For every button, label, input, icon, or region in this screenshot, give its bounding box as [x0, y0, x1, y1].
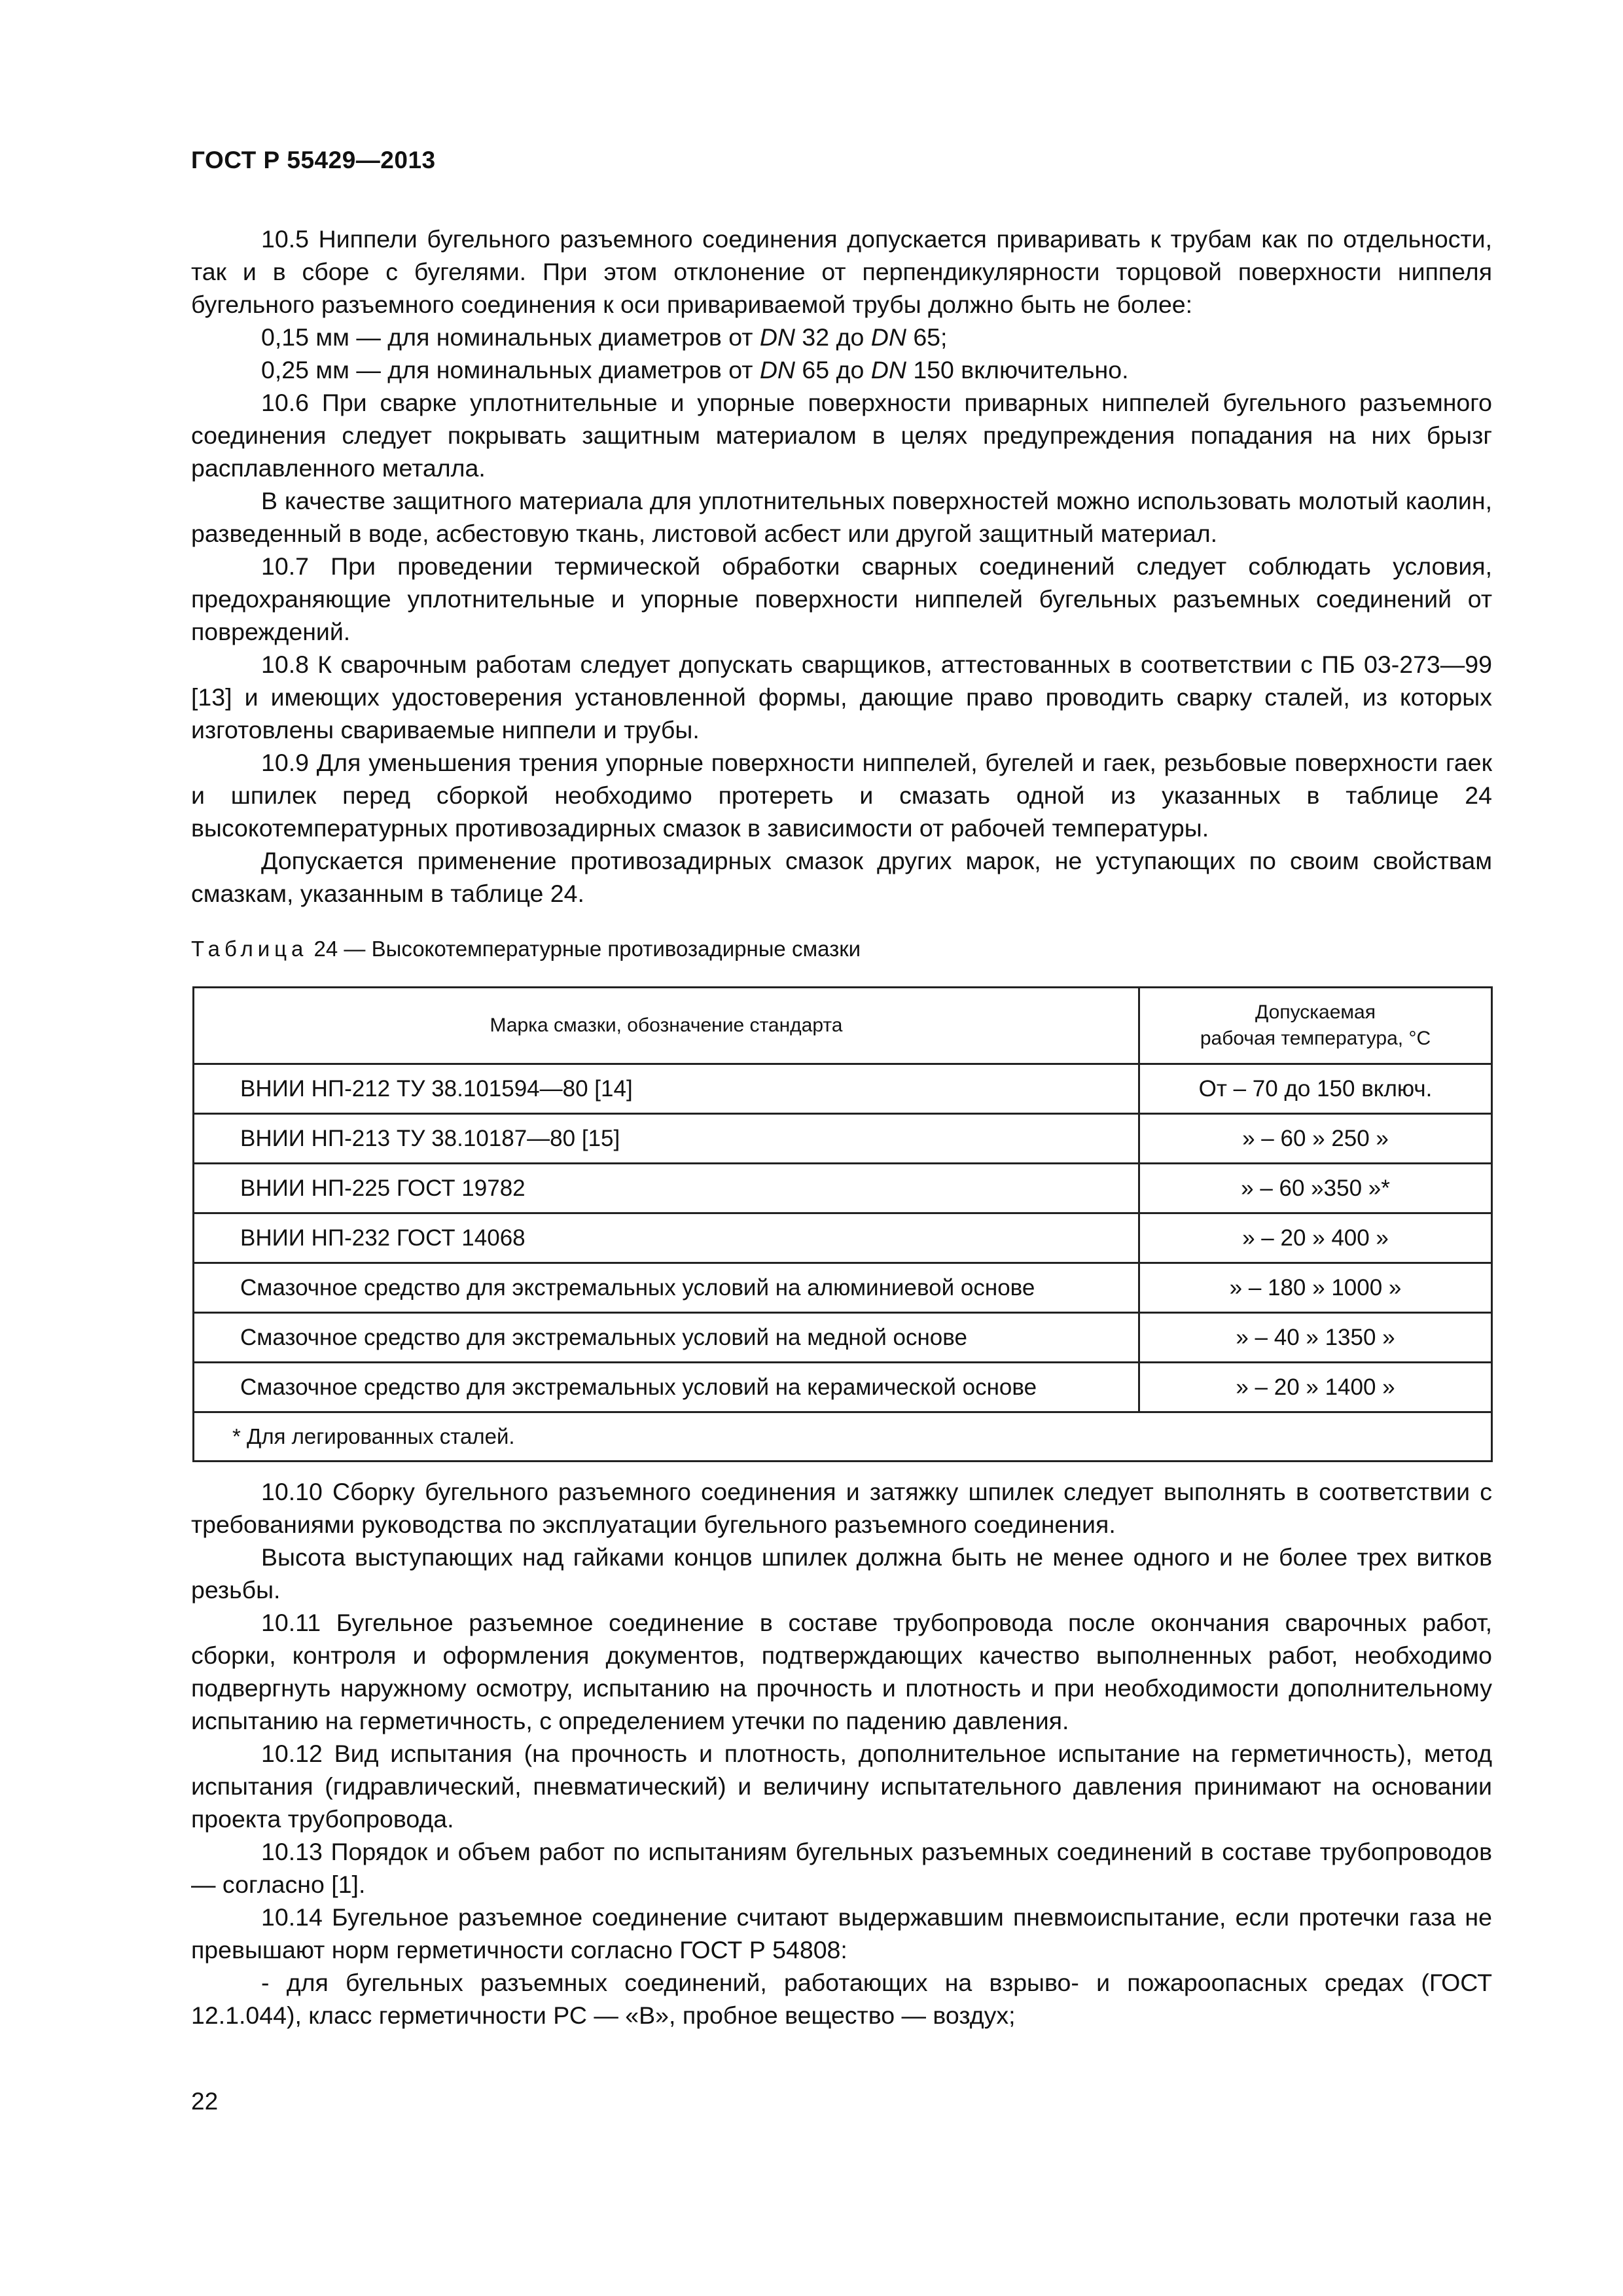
document-header: ГОСТ Р 55429—2013 [191, 147, 436, 173]
lubricant-name: ВНИИ НП-213 ТУ 38.10187—80 [15] [194, 1114, 1139, 1164]
dn-symbol: DN [870, 323, 906, 351]
paragraph-10-12: 10.12 Вид испытания (на прочность и плотность, дополнительное испытание на герметичность), метод испытания (гидравлический, пневматический) и величину испытательного давления принимают на основании проекта трубопровода. [191, 1740, 1492, 1833]
lubricant-name: Смазочное средство для экстремальных условий на керамической основе [194, 1363, 1139, 1412]
paragraph-stud-height: Высота выступающих над гайками концов шпилек должна быть не менее одного и не более трех витков резьбы. [191, 1543, 1492, 1604]
lubricant-temperature: » – 60 » 250 » [1139, 1114, 1492, 1164]
tolerance-text: 32 до [795, 323, 871, 351]
text-before-table [191, 223, 1492, 910]
paragraph-10-9: 10.9 Для уменьшения трения упорные поверхности ниппелей, бугелей и гаек, резьбовые поверхности гаек и шпилек перед сборкой необходимо протереть и смазать одной из указанных в таблице 24 высокотемпературных противозадирных смазок в зависимости от рабочей температуры. [191, 749, 1492, 842]
tolerance-text: 0,25 мм — для номинальных диаметров от [261, 356, 760, 384]
lubricant-temperature: » – 60 »350 »* [1139, 1164, 1492, 1213]
tolerance-item-2 [191, 353, 1492, 386]
lubricant-temperature: От – 70 до 150 включ. [1139, 1064, 1492, 1114]
column-header-temperature-line1: Допускаемая [1255, 1001, 1376, 1023]
paragraph-other-lubricants: Допускается применение противозадирных смазок других марок, не уступающих по своим свойствам смазкам, указанным в таблице 24. [191, 847, 1492, 907]
table-row [194, 1263, 1492, 1313]
paragraph-10-11: 10.11 Бугельное разъемное соединение в составе трубопровода после окончания сварочных работ, сборки, контроля и оформления документов, подтверждающих качество выполненных работ, необходимо подвергнуть наружному осмотру, испытанию на прочность и плотность и при необходимости дополнительному испытанию на герметичность, с определением утечки по падению давления. [191, 1609, 1492, 1734]
lubricant-name: Смазочное средство для экстремальных условий на медной основе [194, 1313, 1139, 1363]
table-caption-text: 24 — Высокотемпературные противозадирные смазки [308, 937, 861, 961]
paragraph-10-5: 10.5 Ниппели бугельного разъемного соединения допускается приваривать к трубам как по отдельности, так и в сборе с бугелями. При этом отклонение от перпендикулярности торцовой поверхности ниппеля бугельного разъемного соединения к оси привариваемой трубы должно быть не более: [191, 225, 1492, 318]
lubricant-temperature: » – 20 » 1400 » [1139, 1363, 1492, 1412]
tolerance-item-1 [191, 321, 1492, 353]
dn-symbol: DN [759, 323, 796, 351]
lubricant-name: ВНИИ НП-212 ТУ 38.101594—80 [14] [194, 1064, 1139, 1114]
lubricant-name: ВНИИ НП-225 ГОСТ 19782 [194, 1164, 1139, 1213]
column-header-temperature-line2: рабочая температура, °С [1200, 1028, 1431, 1049]
table-footnote: * Для легированных сталей. [194, 1412, 1492, 1462]
table-row [194, 1164, 1492, 1213]
dn-symbol: DN [759, 356, 796, 384]
paragraph-10-7: 10.7 При проведении термической обработки сварных соединений следует соблюдать условия, предохраняющие уплотнительные и упорные поверхности ниппелей бугельных разъемных соединений от повреждений. [191, 552, 1492, 645]
paragraph-10-10: 10.10 Сборку бугельного разъемного соединения и затяжку шпилек следует выполнять в соответствии с требованиями руководства по эксплуатации бугельного разъемного соединения. [191, 1478, 1492, 1538]
table-row [194, 1114, 1492, 1164]
table-row [194, 1064, 1492, 1114]
lubricant-name: Смазочное средство для экстремальных условий на алюминиевой основе [194, 1263, 1139, 1313]
page-number: 22 [191, 2088, 219, 2115]
column-header-temperature [1139, 988, 1492, 1064]
table-caption-label: Таблица [191, 937, 308, 961]
paragraph-10-14: 10.14 Бугельное разъемное соединение считают выдержавшим пневмоиспытание, если протечки газа не превышают норм герметичности согласно ГОСТ Р 54808: [191, 1903, 1492, 1964]
lubricant-temperature: » – 180 » 1000 » [1139, 1263, 1492, 1313]
tolerance-text: 150 включительно. [906, 356, 1129, 384]
table-row [194, 1213, 1492, 1263]
text-after-table [191, 1475, 1492, 2032]
tolerance-text: 65 до [795, 356, 871, 384]
lubricant-name: ВНИИ НП-232 ГОСТ 14068 [194, 1213, 1139, 1263]
paragraph-10-6: 10.6 При сварке уплотнительные и упорные поверхности приварных ниппелей бугельного разъемного соединения следует покрывать защитным материалом в целях предупреждения попадания на них брызг расплавленного металла. [191, 389, 1492, 482]
table-row [194, 1363, 1492, 1412]
paragraph-protective-material: В качестве защитного материала для уплотнительных поверхностей можно использовать молотый каолин, разведенный в воде, асбестовую ткань, листовой асбест или другой защитный материал. [191, 487, 1492, 547]
table-row [194, 1313, 1492, 1363]
table-header-row [194, 988, 1492, 1064]
column-header-grade: Марка смазки, обозначение стандарта [194, 988, 1139, 1064]
lubricant-temperature: » – 40 » 1350 » [1139, 1313, 1492, 1363]
paragraph-10-13: 10.13 Порядок и объем работ по испытаниям бугельных разъемных соединений в составе трубопроводов — согласно [1]. [191, 1838, 1492, 1898]
lubricants-table [192, 986, 1493, 1462]
table-footnote-row [194, 1412, 1492, 1462]
paragraph-10-8: 10.8 К сварочным работам следует допускать сварщиков, аттестованных в соответствии с ПБ 03-273—99 [13] и имеющих удостоверения установленной формы, дающие право проводить сварку сталей, из которых изготовлены свариваемые ниппели и трубы. [191, 651, 1492, 744]
table-caption [191, 933, 861, 965]
tolerance-text: 0,15 мм — для номинальных диаметров от [261, 323, 760, 351]
lubricant-temperature: » – 20 » 400 » [1139, 1213, 1492, 1263]
dn-symbol: DN [870, 356, 906, 384]
paragraph-tightness-class: - для бугельных разъемных соединений, работающих на взрыво- и пожароопасных средах (ГОСТ 12.1.044), класс герметичности РС — «В», пробное вещество — воздух; [191, 1969, 1492, 2029]
tolerance-text: 65; [906, 323, 948, 351]
